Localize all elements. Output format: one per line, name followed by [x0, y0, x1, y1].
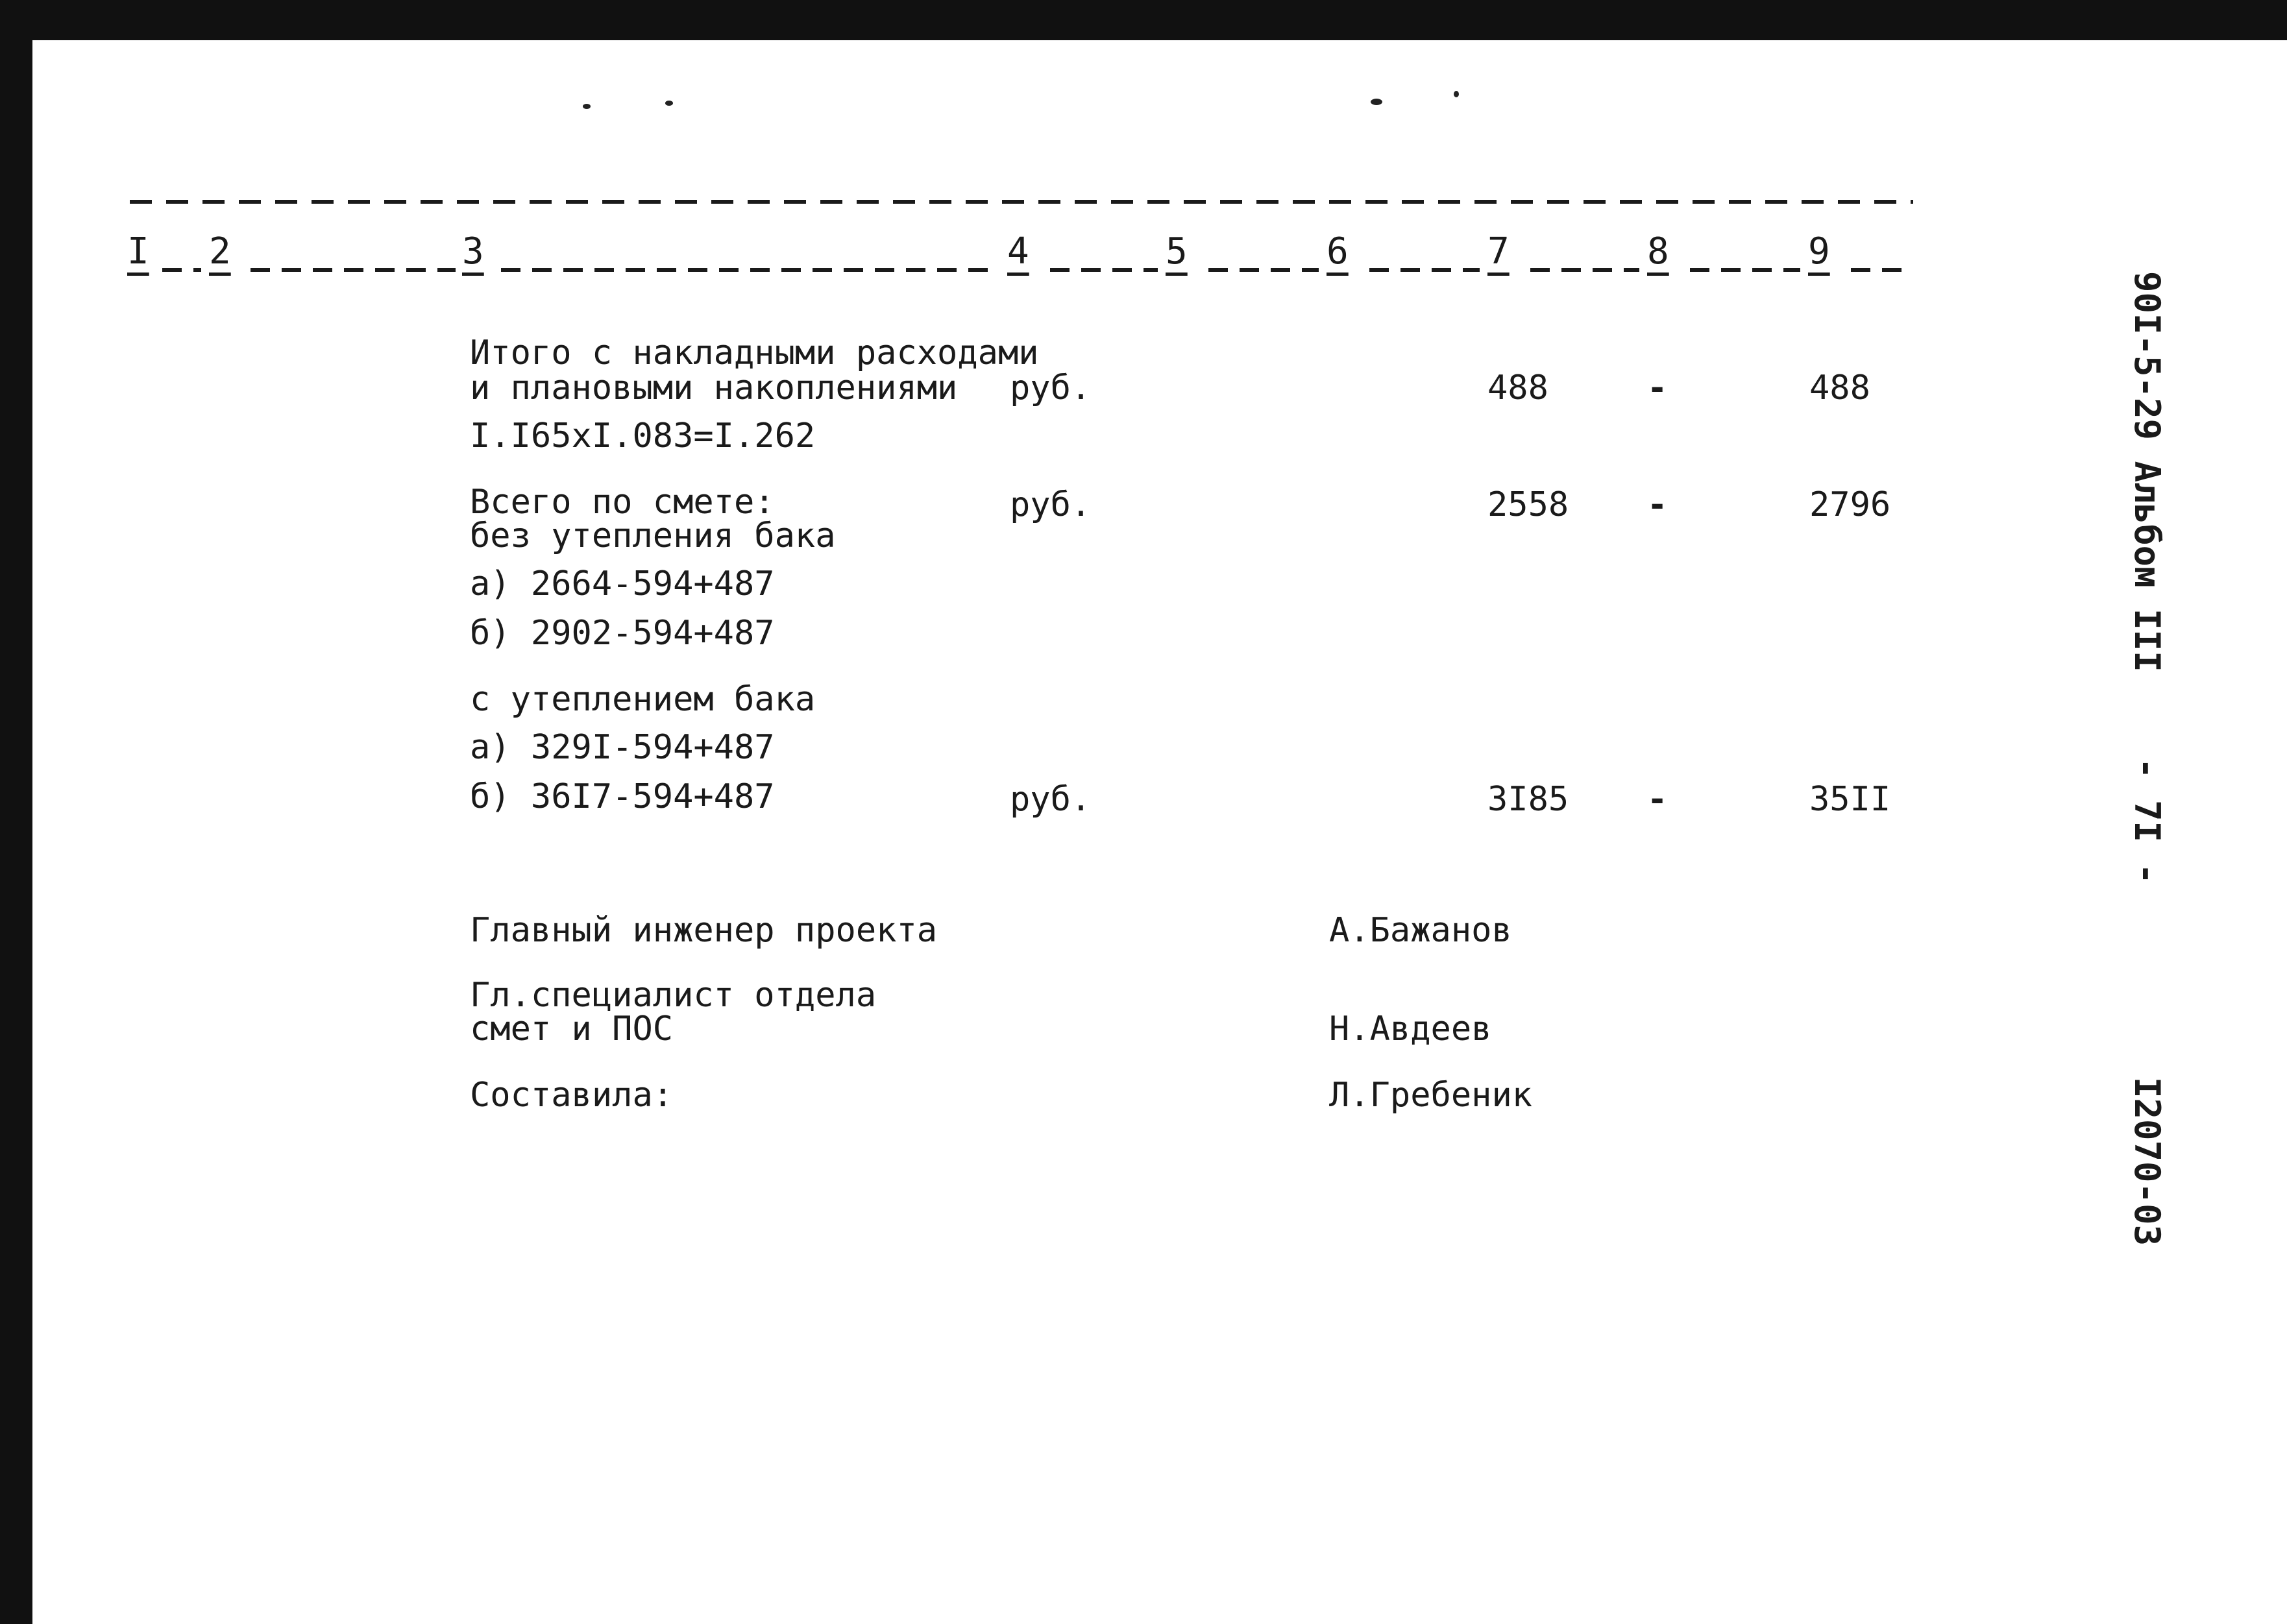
signature-role-chief-engineer: Главный инженер проекта: [470, 911, 938, 950]
with-insulation-calc-a: а) 329I-594+487: [470, 728, 775, 767]
header-dash-fill: [1050, 268, 1158, 272]
total-overhead-label-line1: Итого с накладными расходами: [470, 333, 1039, 372]
total-overhead-label-line2: и плановыми накоплениями: [470, 369, 958, 407]
scan-border-top: [0, 0, 2287, 40]
scan-speck: [1371, 99, 1382, 105]
signature-role-compiled-by: Составила:: [470, 1076, 674, 1115]
scan-speck: [583, 104, 591, 109]
estimate-total-unit: руб.: [1010, 485, 1092, 524]
estimate-calc-b: б) 2902-594+487: [470, 614, 775, 653]
with-insulation-label: с утеплением бака: [470, 680, 816, 719]
with-insulation-col8: -: [1647, 780, 1668, 819]
header-dash-fill: [1208, 268, 1319, 272]
header-dash-fill: [1851, 268, 1913, 272]
total-overhead-unit: руб.: [1010, 369, 1092, 407]
signature-name-compiled-by: Л.Гребеник: [1329, 1076, 1533, 1115]
estimate-total-col9: 2796: [1809, 485, 1891, 524]
column-header-9: 9: [1808, 230, 1830, 273]
estimate-calc-a: а) 2664-594+487: [470, 564, 775, 603]
column-header-4: 4: [1007, 230, 1029, 273]
column-header-8: 8: [1647, 230, 1669, 273]
with-insulation-col9: 35II: [1809, 780, 1891, 819]
scan-speck: [665, 101, 673, 106]
total-overhead-col9: 488: [1809, 369, 1870, 407]
estimate-total-label-line2: без утепления бака: [470, 516, 836, 555]
signature-role-specialist-line2: смет и ПОС: [470, 1010, 674, 1048]
with-insulation-unit: руб.: [1010, 780, 1092, 819]
header-dash-fill: [1369, 268, 1480, 272]
signature-name-chief-engineer: А.Бажанов: [1329, 911, 1512, 950]
column-header-1: I: [127, 230, 149, 273]
header-dash-fill: [1690, 268, 1800, 272]
margin-page-number: - 7I -: [2127, 758, 2168, 885]
total-overhead-col7: 488: [1487, 369, 1548, 407]
signature-role-specialist-line1: Гл.специалист отдела: [470, 976, 877, 1015]
total-overhead-formula: I.I65xI.083=I.262: [470, 417, 816, 455]
column-header-3: 3: [462, 230, 484, 273]
estimate-total-col7: 2558: [1487, 485, 1569, 524]
column-header-7: 7: [1487, 230, 1510, 273]
header-dash-fill: [251, 268, 456, 272]
total-overhead-col8: -: [1647, 369, 1668, 407]
scan-border-left: [0, 0, 32, 1624]
scan-speck: [1454, 91, 1459, 97]
estimate-total-label-line1: Всего по смете:: [470, 483, 775, 522]
with-insulation-col7: 3I85: [1487, 780, 1569, 819]
column-header-6: 6: [1327, 230, 1349, 273]
margin-album-label: 90I-5-29 Альбом III: [2127, 271, 2168, 672]
estimate-total-col8: -: [1647, 485, 1668, 524]
column-header-5: 5: [1166, 230, 1188, 273]
header-dash-fill: [162, 268, 201, 272]
margin-document-code: I2070-03: [2127, 1077, 2168, 1246]
header-dash-fill: [1530, 268, 1639, 272]
signature-name-specialist: Н.Авдеев: [1329, 1010, 1492, 1048]
header-dashed-rule: [130, 200, 1913, 204]
column-header-2: 2: [209, 230, 231, 273]
with-insulation-calc-b: б) 36I7-594+487: [470, 777, 775, 816]
header-dash-fill: [501, 268, 999, 272]
